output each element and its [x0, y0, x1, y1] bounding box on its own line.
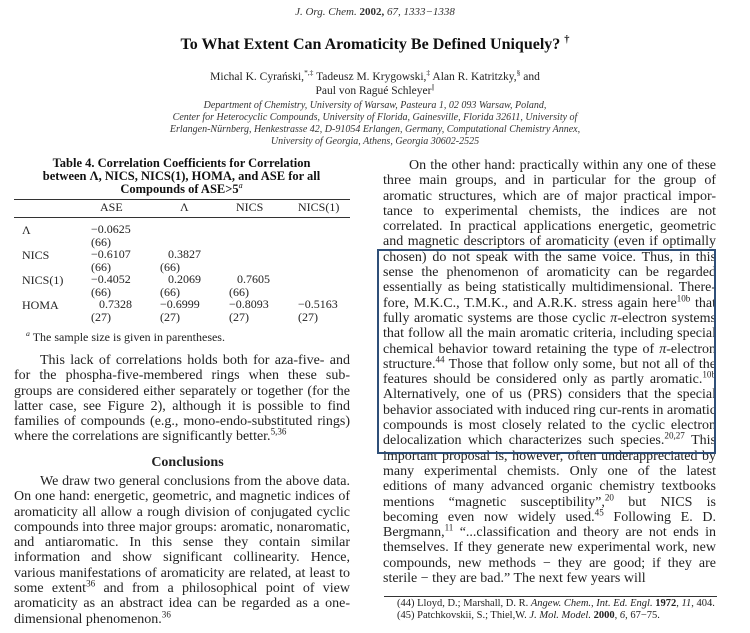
author-name: Tadeusz M. Krygowski,	[313, 71, 427, 83]
footnote-authors: (45) Patchkovskii, S.; Thiel,W.	[397, 609, 530, 621]
cell-sample-size: (66)	[160, 284, 180, 299]
cell-sample-size: (27)	[91, 309, 111, 324]
footnote-pages: , 404.	[691, 598, 715, 609]
body-paragraph	[14, 474, 350, 627]
cell-value: −0.6107	[91, 247, 131, 261]
footnotes	[384, 598, 717, 621]
footnote-text: The sample size is given in parentheses.	[32, 330, 225, 344]
table-cell	[91, 248, 131, 273]
paragraph-text: On the other hand: practically within any one of these three main groups, and in particular for the group of aromatic structures, which are of major practical impor-tance to experimental chemists, the indices are not correlated. In practical applications energetic, geometric and magnetic descriptors of aromaticity (even if optimally chosen) do not speak with the same voice. Thus, in this sense the phenomenon of aromaticity can be regarded essentially as being statistically multidimensional. There-fore, M.K.C., T.M.K., and A.R.K. stress again here	[383, 158, 716, 311]
paragraph-text: but NICS is becoming even now widely used.	[383, 494, 717, 525]
column-header: Λ	[180, 200, 189, 214]
citation: 20,27	[664, 430, 685, 441]
paragraph-text: -electron structure.	[383, 341, 716, 372]
journal-pages: 1333−1338	[403, 6, 455, 18]
author-name: Alan R. Katritzky,	[430, 71, 517, 83]
footnote-journal: Angew. Chem., Int. Ed. Engl.	[530, 598, 653, 609]
footnote-year: 1972	[652, 598, 677, 609]
cell-value: 0.7328	[99, 297, 132, 311]
table-cell	[229, 298, 269, 323]
footnote-item	[384, 610, 717, 622]
paper-title	[0, 36, 750, 54]
cell-sample-size: (27)	[229, 309, 249, 324]
table-cell	[91, 223, 131, 248]
affiliation-line: Department of Chemistry, University of Warsaw, Pasteura 1, 02 093 Warsaw, Poland,	[203, 100, 547, 111]
author-name: Michal K. Cyrański,	[210, 71, 305, 83]
journal-volume: 67,	[386, 6, 401, 18]
cell-value: 0.3827	[168, 247, 201, 261]
paragraph-text: This important proposal is, however, often underappreciated by many experimental chemists. Only one of the latest editions of many advanced organic chemistry textbooks mentions “magnetic susceptibility”,	[383, 433, 716, 510]
table-footnote	[26, 330, 225, 345]
row-label: HOMA	[22, 298, 59, 312]
citation: 5,36	[270, 426, 287, 437]
citation: 36	[86, 578, 96, 589]
cell-value: −0.0625	[91, 222, 131, 236]
cell-value: −0.8093	[229, 297, 269, 311]
author-mark: §	[516, 68, 521, 78]
row-label: NICS	[22, 248, 50, 262]
footnote-sep: ,	[676, 598, 682, 609]
footnote-item	[384, 598, 717, 610]
caption-line: between Λ, NICS, NICS(1), HOMA, and ASE for all	[42, 169, 321, 183]
table-caption	[14, 157, 349, 196]
author-conjunction: and	[520, 71, 540, 83]
paragraph-text: We draw two general conclusions from the above data. On one hand: energetic, geometric, and magnetic indices of aromaticity all allow a rough division of conjugated cyclic compounds into three major groups: aromatic, nonaromatic, and antiaromatic. In this sense they contain similar information and show significant collinearity. Hence, various manifestations of aromaticity are related, at least to some extent	[14, 474, 350, 597]
table-cell	[160, 273, 201, 298]
cell-sample-size: (66)	[229, 284, 249, 299]
affiliations	[0, 100, 750, 148]
row-label: Λ	[22, 223, 31, 237]
cell-value: −0.4052	[91, 272, 131, 286]
citation: 10b	[676, 293, 691, 304]
journal-citation	[0, 6, 750, 18]
table-cell	[298, 298, 338, 323]
pi-symbol: π	[610, 310, 618, 326]
title-footnote-mark: †	[564, 34, 570, 46]
citation: 11	[444, 522, 454, 533]
table-header-rule	[14, 217, 350, 218]
footnote-year: 2000	[590, 609, 615, 621]
highlight-box	[377, 249, 716, 454]
paragraph-text: that fully aromatic systems are those cyclic	[383, 295, 716, 326]
column-header: NICS(1)	[298, 200, 340, 214]
footnote-pages: , 67−75.	[625, 609, 660, 621]
citation: 45	[594, 507, 604, 518]
footnote-authors: (44) Lloyd, D.; Marshall, D. R.	[397, 598, 531, 609]
caption-footnote-mark: a	[238, 180, 243, 190]
caption-line	[14, 180, 349, 196]
cell-sample-size: (27)	[160, 309, 180, 324]
citation: 10b	[702, 369, 716, 380]
paragraph-text: Alternatively, one of us (PRS) considers that the special behavior associated with induced ring cur-rents in aromatic compounds is most closely related to the cyclic electron delocalization which characterizes such species.	[383, 387, 716, 449]
paragraph-text: Those that follow only some, but not all of the features should be considered only as partly aromatic.	[383, 356, 716, 388]
citation: 44	[435, 354, 445, 365]
pi-symbol: π	[659, 341, 667, 357]
cell-value: −0.5163	[298, 297, 338, 311]
paragraph-text: and from a philosophical point of view aromaticity as an abstract idea can be regarded as a one-dimensional phenomenon.	[14, 581, 350, 627]
caption-line: Table 4. Correlation Coefficients for Correlation	[52, 156, 311, 170]
paragraph-text: This lack of correlations holds both for aza-five- and for the phospha-five-membered rings when these sub-groups are considered either separately or together (for the latter case, see Figure 2), although it is possible to find families of compounds (e.g., mono-endo-substituted rings) where the correlations are significantly better.	[14, 353, 350, 445]
author-line-2	[0, 84, 750, 98]
affiliation-line: Erlangen-Nürnberg, Henkestrasse 42, D-91054 Erlangen, Germany, Computational Chemistry Annex,	[169, 124, 581, 135]
author-name: Paul von Ragué Schleyer	[315, 85, 432, 97]
section-heading: Conclusions	[151, 455, 224, 470]
cell-sample-size: (66)	[160, 259, 180, 274]
cell-value: −0.6999	[160, 297, 200, 311]
author-mark: ||	[431, 82, 435, 92]
table-cell	[160, 298, 200, 323]
column-header: ASE	[100, 200, 123, 214]
table-cell	[91, 298, 132, 323]
citation: 20	[604, 491, 614, 502]
affiliation-line: University of Georgia, Athens, Georgia 30602-2525	[270, 136, 480, 147]
table-cell	[229, 273, 270, 298]
author-mark: *,‡	[304, 68, 314, 78]
cell-sample-size: (66)	[91, 284, 111, 299]
affiliation-line: Center for Heterocyclic Compounds, University of Florida, Gainesville, Florida 32611, University of	[172, 112, 578, 123]
table-cell	[160, 248, 201, 273]
title-text: To What Extent Can Aromaticity Be Defined Uniquely?	[180, 36, 561, 53]
author-list	[0, 70, 750, 98]
author-mark: ‡	[426, 68, 431, 78]
footnote-sep: ,	[614, 609, 620, 621]
cell-sample-size: (66)	[91, 234, 111, 249]
footnote-volume: 6	[619, 609, 626, 621]
footnote-volume: 11	[681, 598, 692, 609]
journal-name: J. Org. Chem.	[295, 6, 357, 18]
footnote-mark: a	[26, 329, 30, 338]
footnote-journal: J. Mol. Model.	[529, 609, 591, 621]
footnote-rule	[384, 596, 717, 597]
caption-text: Compounds of ASE>5	[120, 182, 239, 196]
column-header: NICS	[236, 200, 264, 214]
row-label: NICS(1)	[22, 273, 64, 287]
journal-year: 2002,	[359, 6, 385, 18]
table-cell	[91, 273, 131, 298]
cell-value: 0.2069	[168, 272, 201, 286]
paragraph-text: Following E. D. Bergmann,	[383, 509, 716, 541]
paragraph-text: “...classification and theory are not ends in themselves. If they generate new experimental work, new compounds, new methods − they are good; if they are sterile − they are bad.” The next few years will	[383, 525, 716, 587]
paragraph-text: -electron systems that follow all the main aromatic criteria, including special chemical behavior toward retaining the type of	[383, 310, 716, 357]
cell-sample-size: (27)	[298, 309, 318, 324]
body-paragraph	[14, 353, 350, 445]
author-line-1	[0, 70, 750, 84]
citation: 36	[161, 609, 171, 620]
cell-sample-size: (66)	[91, 259, 111, 274]
cell-value: 0.7605	[237, 272, 270, 286]
